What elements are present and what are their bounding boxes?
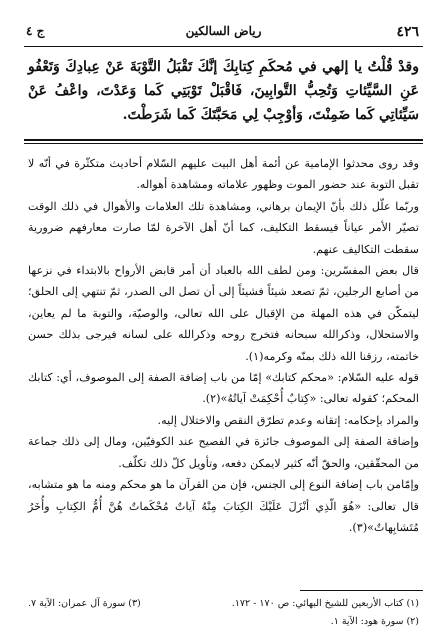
footnote-3: (٣) سورة آل عمران: الآية ٧. [28,598,141,609]
paragraph: وإمّامن باب إضافة النوع إلى الجنس، فإن من القرآن ما هو محكم ومنه ما هو متشابه، قال تعالى: «هُوَ الّذِي أنْزَلَ عَلَيْكَ الكِتابَ مِنْهُ آياتٌ مُحْكَماتٌ هُنَّ أُمُّ الكِتابِ وأُخَرُ مُتَشابِهاتٌ»(٣). [28,478,419,534]
footnote-1: (١) كتاب الأربعين للشيخ البهائي: ص ١٧٠ - ١٧٢. [231,598,419,609]
quote-divider-thin [24,143,423,144]
paragraph: وإضافة الصفة إلى الموصوف جائزة في الفصيح عند الكوفيّين، ومال إلى ذلك جماعة من المحقّقين، والحقّ أنّه كثير لايمكن دفعه، وتأويل كلّ ذلك تكلّف. [28,435,419,470]
paragraph: والمراد بإحكامه: إتقانه وعدم تطرّق النقص والاختلال إليه. [157,413,419,427]
footnotes [28,595,419,631]
footnote-row [28,595,419,613]
page-number: ٤٢٦ [396,24,419,40]
paragraph: وربّما علّل ذلك بأنّ الإيمان برهاني، ومشاهدة تلك العلامات والأهوال في ذلك الوقت تصيّر الأمر عياناً فيسقط التكليف، كما أنّ أهل الآخرة لمّا صارت معارفهم ضرورية سقطت التكاليف عنهم. [28,199,419,256]
footnote-row [28,613,419,631]
supplication-quote: وقدْ قُلْتُ يا إلهي في مُحكَمِ كِتابِكَ إنَّكَ تَقْبَلُ التَّوْبَةَ عَنْ عِبادِكَ وَتَعْفُو عَنِ السَّيِّئاتِ وَتُحِبُّ التَّوابِينَ، فَاقْبَلْ تَوْبَتِي كَما وَعَدْتَ، واعْفُ عَنْ سَيِّئاتِي كَما ضَمِنْتَ، وَأوْجِبْ لِي مَحَبَّتَكَ كَما شَرَطْتَ. [28,59,419,123]
footnote-rule [300,590,423,591]
header-rule [24,46,423,47]
footnote-2: (٢) سورة هود: الآية ١. [330,616,419,627]
running-title: رياض السالكين [185,24,262,38]
paragraph: قوله عليه السّلام: «محكم كتابك» إمّا من باب إضافة الصفة إلى الموصوف، أي: كتابك المحكم؛ كقوله تعالى: «كِتابٌ أُحْكِمَتْ آياتُهُ»(٢). [28,371,419,406]
volume-label: ج ٤ [26,24,45,38]
quote-divider-thick [24,139,423,141]
paragraph: وقد روى محدثوا الإمامية عن أئمة أهل البيت عليهم السّلام أحاديث متكثّرة في أنّه لا تقبل التوبة عند حضور الموت وظهور علاماته ومشاهدة أهواله. [28,157,419,192]
commentary-body [28,153,419,538]
page-header [20,22,427,44]
paragraph: قال بعض المفسّرين: ومن لطف الله بالعباد أن أمر قابض الأرواح بالابتداء في نزعها من أصابع الرجلين، ثمّ تصعد شيئاً فشيئاً إلى أن تصل الى الصدر، ثمّ تنتهي إلى الحلق؛ ليتمكّن في هذه المهلة من الإقبال على الله تعالى، والوصيّة، والتوبة ما لم يعاين، والاستحلال، وذكرالله سبحانه فتخرج روحه وذكرالله على لسانه فيرجى بذلك حسن خاتمته، رزقنا الله ذلك بمنّه وكرمه(١). [28,264,419,363]
